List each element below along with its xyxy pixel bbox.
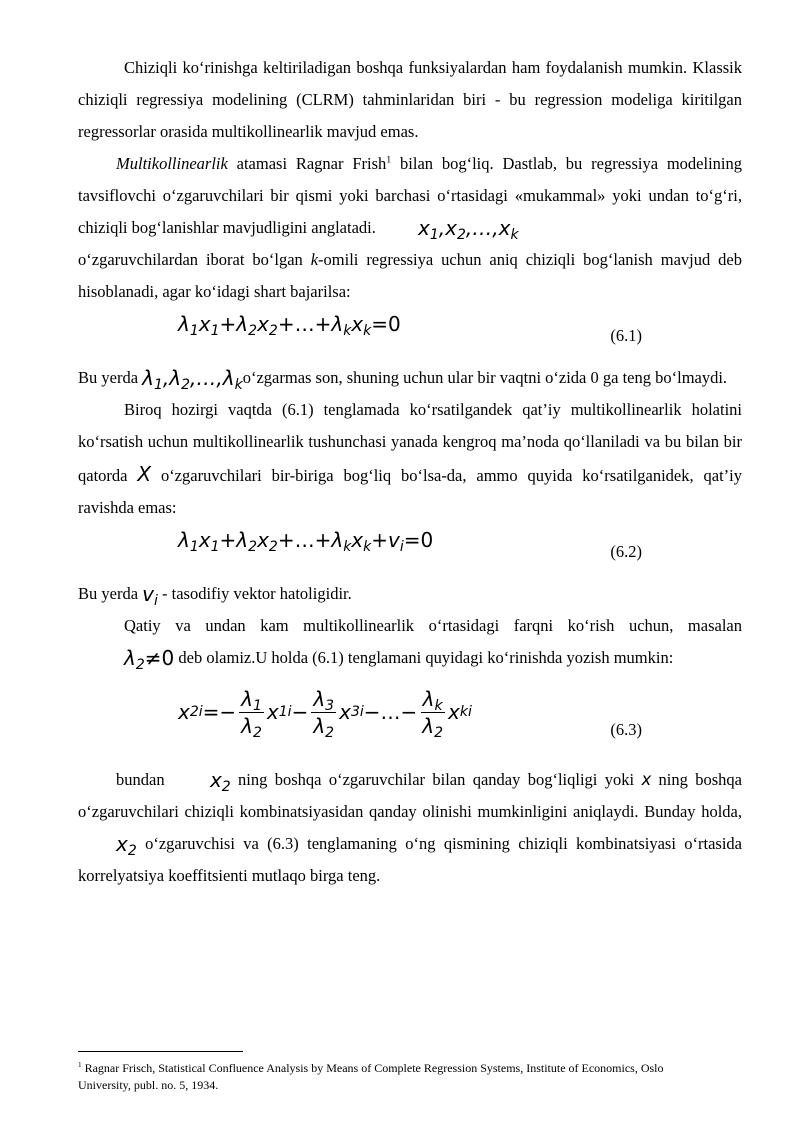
footnote-mark: 1 (78, 1061, 82, 1069)
paragraph-lambda-note: Bu yerda $\lambda_1,\lambda_2,\dots,\lambda_koʻzgarmas$ son, shuning uchun ular bir vaqtni oʻzida 0 ga teng boʻlmaydi. (78, 362, 742, 394)
equation-6-1-formula: $\lambda_1x_1+\lambda_2x_2+\dots+\lambda_kx_k=0$ (178, 312, 401, 339)
variable-vi: $v_i$ (142, 582, 158, 609)
paragraph-conclusion: bundan $x_2$ ning boshqa oʻzgaruvchilar bilan qanday bogʻliqligi yoki x ning boshqa oʻzgaruvchilari chiziqli kombinatsiyasidan qanday olinishi mumkinligini aniqlaydi. Bunday holda, $x_2$ oʻzgaruvchisi va (6.3) tenglamaning oʻng qismining chiziqli kombinatsiyasi oʻrtasida korrelyatsiya koeffitsienti mutlaqo birga teng. (78, 764, 742, 892)
paragraph-intro: Chiziqli koʻrinishga keltiriladigan boshqa funksiyalardan ham foydalanish mumkin. Klassik chiziqli regressiya modelining (CLRM) tahminlaridan biri - bu regression modeliga kiritilgan regressorlar orasida multikollinearlik mavjud emas. (78, 58, 742, 141)
equation-6-1-number: (6.1) (610, 326, 642, 345)
paragraph-definition: Multikollinearlik atamasi Ragnar Frish$^1$ bilan bogʻliq. Dastlab, bu regressiya modelining tavsiflovchi oʻzgaruvchilari bir qismi yoki barchasi oʻrtasidagi «mukammal» yoki undan toʻgʻri, chiziqli bogʻlanishlar mavjudligini anglatadi. $x_1,x_2,\dots,x_k$ oʻzgaruvchilardan iborat boʻlgan k-omili regressiya uchun aniq chiziqli bogʻlanish mavjud deb hisoblanadi, agar koʻidagi shart bajarilsa: (78, 154, 743, 301)
term-multikollinearlik: Multikollinearlik (116, 154, 228, 173)
equation-6-2-formula: $\lambda_1x_1+\lambda_2x_2+\dots+\lambda_kx_k+v_i=0$ (178, 528, 434, 555)
equation-6-1 (78, 308, 742, 362)
paragraph-vi-note: Bu yerda $v_i$ - tasodifiy vektor hatoligidir. (78, 578, 742, 610)
equation-6-3-formula: x 2i =− $\frac{\lambda_1}{\lambda_2}$ x 1i − $\frac{\lambda_3}{\lambda_2}$ x 3i −…− $\frac{\lambda_k}{\lambda_2}$ x ki (178, 686, 472, 741)
variable-x2-second: $x_2$ (116, 832, 137, 859)
paragraph-broad-sense: Biroq hozirgi vaqtda (6.1) tenglamada koʻrsatilgandek qat’iy multikollinearlik holatini koʻrsatish uchun multikollinearlik tushunchasi yanada kengroq ma’noda qoʻllaniladi va bu bilan bir qatorda X oʻzgaruvchilari bir-biriga bogʻliq boʻlsa-da, ammo quyida koʻrsatilganidek, qat’iy ravishda emas: (78, 400, 742, 517)
variable-x: X (137, 462, 152, 486)
equation-6-3-number: (6.3) (610, 720, 642, 739)
paragraph-lambda2: Qatiy va undan kam multikollinearlik oʻrtasidagi farqni koʻrish uchun, masalan $\lambda_2\ne 0$ deb olamiz.U holda (6.1) tenglamani quyidagi koʻrinishda yozish mumkin: (78, 610, 742, 674)
document-body (78, 52, 742, 892)
lambda2-nonzero-formula: $\lambda_2\ne 0$ (124, 646, 175, 673)
footnote-text: Ragnar Frisch, Statistical Confluence Analysis by Means of Complete Regression Systems, Institute of Economics, Oslo University, publ. no. 5, 1934. (78, 1061, 664, 1092)
footnote (78, 1060, 678, 1094)
lambda-list-formula: $\lambda_1,\lambda_2,\dots,\lambda_k$ (142, 366, 243, 393)
equation-6-3 (78, 678, 742, 764)
equation-6-2 (78, 524, 742, 578)
variables-x1-xk-formula: $x_1,x_2,\dots,x_k$ (417, 216, 519, 243)
variable-x-small: x (641, 770, 652, 789)
footnote-reference: 1 (386, 154, 392, 166)
footnote-divider (78, 1051, 243, 1052)
variable-x2: $x_2$ (209, 768, 231, 795)
equation-6-2-number: (6.2) (610, 542, 642, 561)
